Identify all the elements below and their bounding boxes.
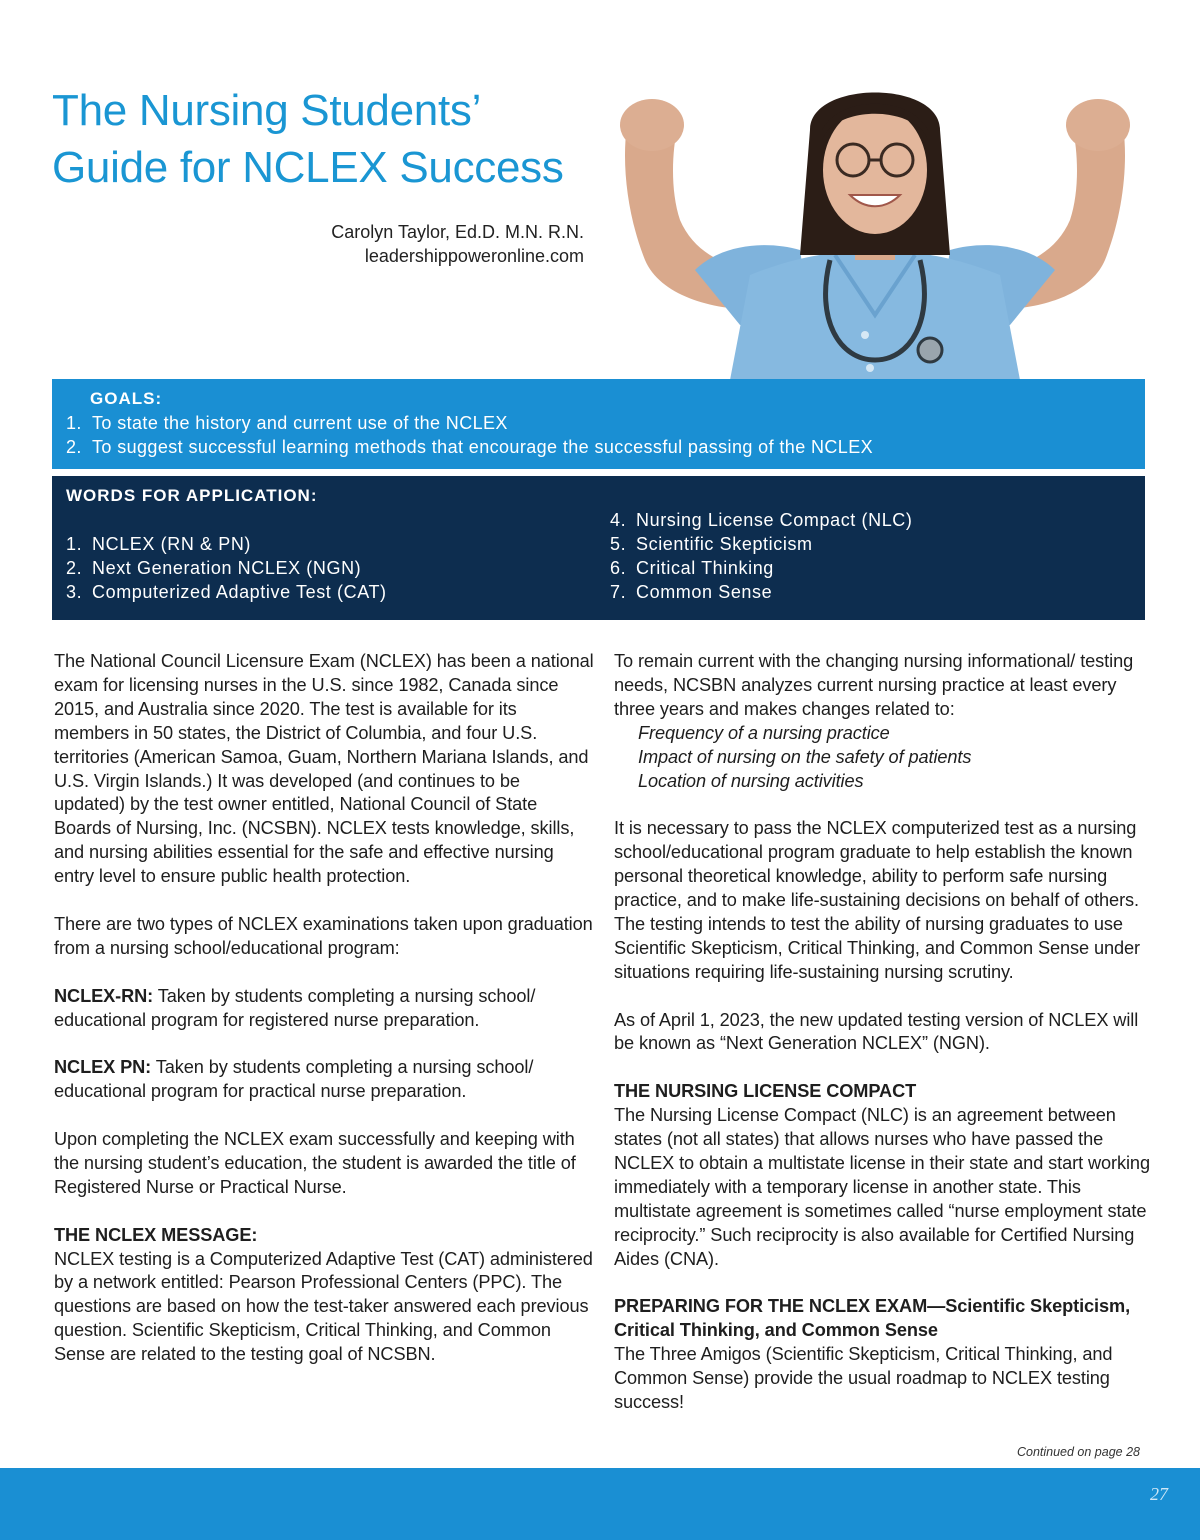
goals-list	[66, 411, 1145, 459]
goals-label: GOALS:	[90, 389, 163, 408]
nclex-rn-label: NCLEX-RN:	[54, 985, 154, 1006]
list-item: Location of nursing activities	[638, 770, 864, 791]
page-footer	[0, 1468, 1200, 1540]
ngn-paragraph: As of April 1, 2023, the new updated testing version of NCLEX will be known as “Next Generation NCLEX” (NGN).	[614, 1009, 1139, 1054]
word-item: 7. Common Sense	[610, 582, 773, 602]
title-paragraph: Upon completing the NCLEX exam successfully and keeping with the nursing student’s education, the student is awarded the title of Registered Nurse or Practical Nurse.	[54, 1129, 576, 1197]
author-name: Carolyn Taylor, Ed.D. M.N. R.N.	[331, 222, 584, 242]
nclex-pn-label: NCLEX PN:	[54, 1057, 152, 1078]
words-for-application-box	[52, 476, 1145, 620]
title-line-2: Guide for NCLEX Success	[52, 143, 564, 192]
list-item: Impact of nursing on the safety of patients	[638, 746, 972, 767]
goals-box	[52, 379, 1145, 469]
words-column-a	[66, 532, 387, 604]
left-column	[54, 650, 594, 1391]
types-paragraph: There are two types of NCLEX examinations taken upon graduation from a nursing school/educational program:	[54, 913, 593, 958]
words-label: WORDS FOR APPLICATION:	[66, 486, 318, 505]
word-item: 1. NCLEX (RN & PN)	[66, 534, 252, 554]
word-item: 4. Nursing License Compact (NLC)	[610, 510, 913, 530]
word-item: 6. Critical Thinking	[610, 558, 774, 578]
word-item: 5. Scientific Skepticism	[610, 534, 813, 554]
word-item: 2. Next Generation NCLEX (NGN)	[66, 558, 362, 578]
page-number: 27	[1150, 1484, 1168, 1504]
current-paragraph: To remain current with the changing nursing informational/ testing needs, NCSBN analyzes current nursing practice at least every three years and makes changes related to:	[614, 651, 1134, 719]
message-heading: THE NCLEX MESSAGE:	[54, 1224, 258, 1245]
list-item: Frequency of a nursing practice	[638, 722, 890, 743]
continued-note: Continued on page 28	[1016, 1445, 1140, 1459]
goal-item: 2. To suggest successful learning methods that encourage the successful passing of the NCLEX	[66, 437, 874, 457]
intro-paragraph: The National Council Licensure Exam (NCLEX) has been a national exam for licensing nurses in the U.S. since 1982, Canada since 2015, and Australia since 2020. The test is available for its members in 50 states, the District of Columbia, and four U.S. territories (American Samoa, Guam, Northern Mariana Islands, and U.S. Virgin Islands.) It was developed (and continues to be updated) by the test owner entitled, National Council of State Boards of Nursing, Inc. (NCSBN). NCLEX tests knowledge, skills, and nursing abilities essential for the safe and effective nursing entry level to ensure public health protection.	[54, 651, 594, 887]
nurse-illustration-icon	[600, 70, 1160, 380]
title-line-1: The Nursing Students’	[52, 86, 482, 135]
message-paragraph: NCLEX testing is a Computerized Adaptive Test (CAT) administered by a network entitled: Pearson Professional Centers (PPC). The questions are based on how the test-taker answered each previous question. Scientific Skepticism, Critical Thinking, and Common Sense are related to the testing goal of NCSBN.	[54, 1248, 593, 1365]
words-column-b	[610, 508, 913, 604]
compact-paragraph: The Nursing License Compact (NLC) is an agreement between states (not all states) that allows nurses who have passed the NCLEX to obtain a multistate license in their state and start working immediately with a temporary license in another state. This multistate agreement is sometimes called “nurse employment state reciprocity.” Such reciprocity is also available for Certified Nursing Aides (CNA).	[614, 1105, 1150, 1269]
compact-heading: THE NURSING LICENSE COMPACT	[614, 1081, 917, 1102]
nurse-flexing-photo	[600, 70, 1160, 380]
article-title	[52, 82, 652, 196]
byline	[250, 220, 584, 268]
right-column	[614, 650, 1154, 1415]
necessary-paragraph: It is necessary to pass the NCLEX computerized test as a nursing school/educational program graduate to help establish the known personal theoretical knowledge, ability to perform safe nursing practice, and to make life-sustaining decisions on behalf of others. The testing intends to test the ability of nursing graduates to use Scientific Skepticism, Critical Thinking, and Common Sense under situations requiring life-sustaining nursing scrutiny.	[614, 818, 1140, 982]
goal-item: 1. To state the history and current use of the NCLEX	[66, 413, 508, 433]
nclex-rn-paragraph: NCLEX-RN: Taken by students completing a nursing school/ educational program for registered nurse preparation.	[54, 985, 536, 1030]
preparing-paragraph: The Three Amigos (Scientific Skepticism, Critical Thinking, and Common Sense) provide the usual roadmap to NCLEX testing success!	[614, 1344, 1113, 1413]
nclex-pn-paragraph: NCLEX PN: Taken by students completing a nursing school/ educational program for practical nurse preparation.	[54, 1057, 534, 1102]
preparing-heading: PREPARING FOR THE NCLEX EXAM—Scientific Skepticism, Critical Thinking, and Common Sense	[614, 1296, 1131, 1341]
word-item: 3. Computerized Adaptive Test (CAT)	[66, 582, 387, 602]
author-website: leadershippoweronline.com	[364, 246, 584, 266]
